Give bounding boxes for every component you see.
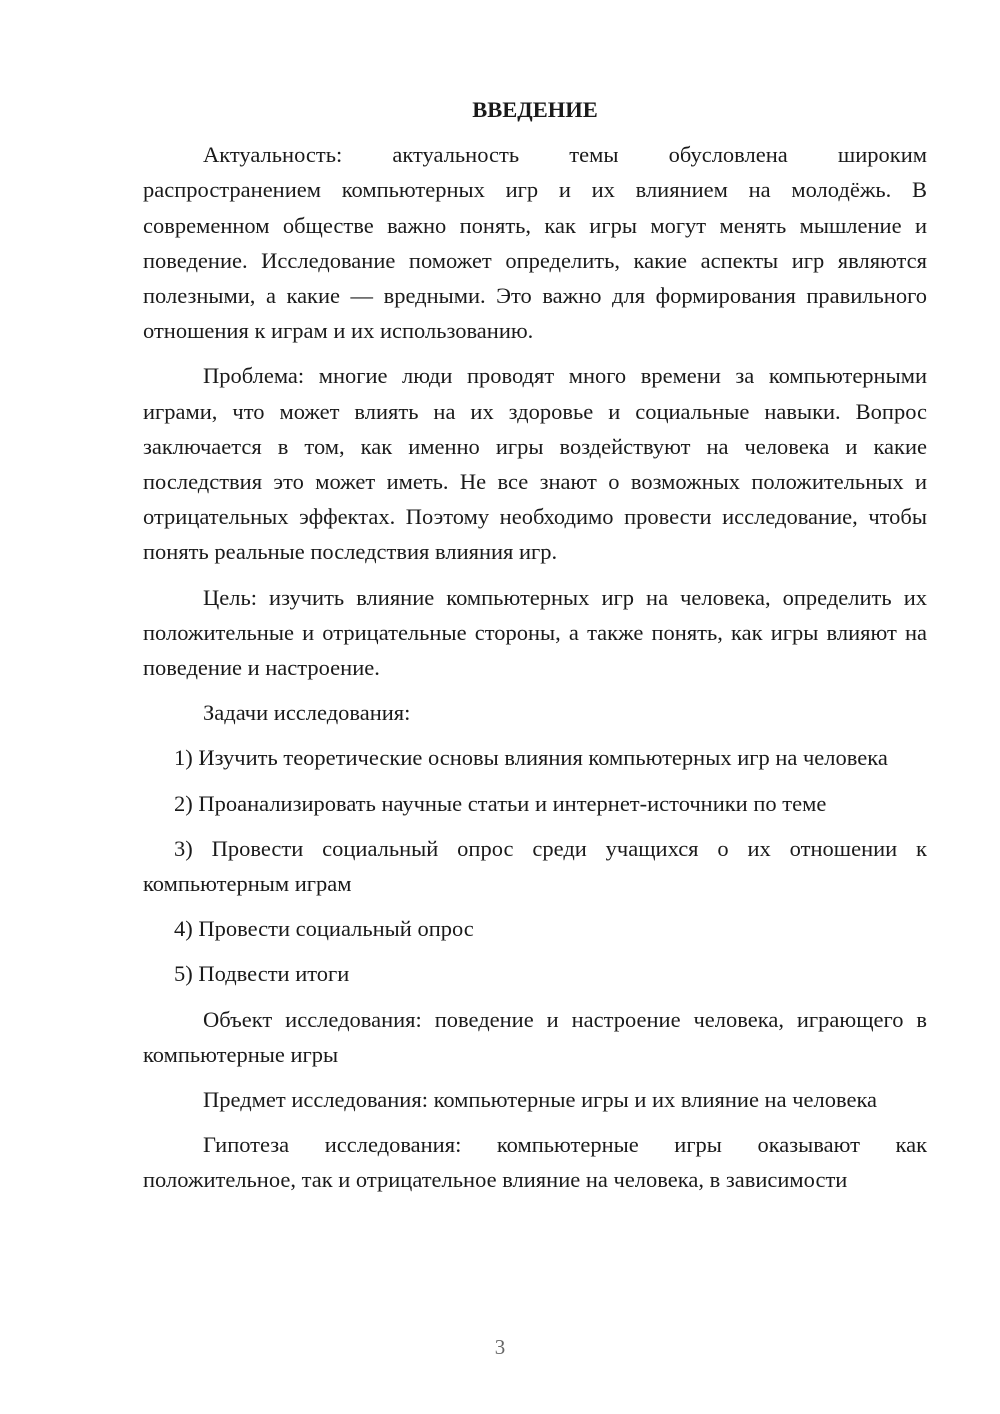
page-title: ВВЕДЕНИЕ [472,97,598,122]
subject-paragraph: Предмет исследования: компьютерные игры и их влияние на человека [203,1087,878,1113]
object-paragraph: Объект исследования: поведение и настроение человека, играющего в компьютерные игры [143,1006,927,1067]
goal-paragraph: Цель: изучить влияние компьютерных игр на человека, определить их положительные и отрицательные стороны, а также понять, как игры влияют на поведение и настроение. [143,584,927,681]
hypothesis-paragraph: Гипотеза исследования: компьютерные игры оказывают как положительное, так и отрицательное влияние на человека, в зависимости [143,1132,927,1193]
task-item-4: 4) Провести социальный опрос [174,916,474,942]
task-item-3: 3) Провести социальный опрос среди учащихся о их отношении к компьютерным играм [143,835,927,897]
relevance-paragraph: Актуальность: актуальность темы обусловлена широким распространением компьютерных игр и их влиянием на молодёжь. В современном обществе важно понять, как игры могут менять мышление и поведение. Исследование поможет определить, какие аспекты игр являются полезными, а какие — вредными. Это важно для формирования правильного отношения к играм и их использованию. [143,142,927,344]
page-number: 3 [494,1335,506,1359]
task-item-1: 1) Изучить теоретические основы влияния компьютерных игр на человека [174,745,888,771]
task-item-5: 5) Подвести итоги [174,961,350,987]
problem-paragraph: Проблема: многие люди проводят много времени за компьютерными играми, что может влиять на их здоровье и социальные навыки. Вопрос заключается в том, как именно игры воздействуют на человека и какие последствия это может иметь. Не все знают о возможных положительных и отрицательных эффектах. Поэтому необходимо провести исследование, чтобы понять реальные последствия влияния игр. [143,363,927,565]
task-item-2: 2) Проанализировать научные статьи и интернет-источники по теме [174,790,827,816]
tasks-heading: Задачи исследования: [203,700,411,726]
page-content [143,92,927,1208]
